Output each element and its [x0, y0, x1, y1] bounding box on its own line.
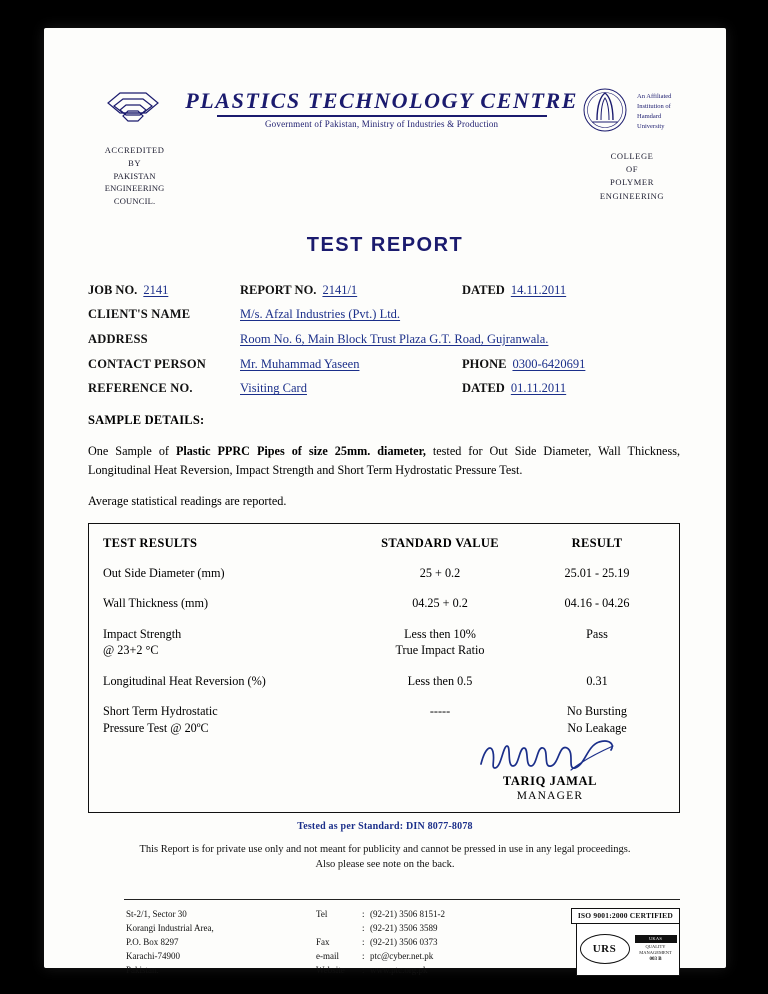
- reference-no-value: Visiting Card: [240, 381, 307, 396]
- row-test-name: Out Side Diameter (mm): [103, 565, 225, 580]
- document-body: [44, 28, 726, 975]
- row-result-value: 04.16 - 04.26: [564, 596, 630, 611]
- table-row: [103, 565, 665, 581]
- table-row: [103, 595, 665, 611]
- phone-value: 0300-6420691: [512, 356, 586, 371]
- affiliation-row: [578, 86, 686, 134]
- certification-logo-box: [576, 924, 680, 976]
- signatory-name: TARIQ JAMAL: [502, 773, 598, 788]
- contact-sep: :: [362, 937, 365, 948]
- row-standard-value: Less then 10%: [404, 626, 476, 641]
- row-standard-value: 04.25 + 0.2: [412, 596, 468, 611]
- address-label: ADDRESS: [88, 332, 148, 346]
- contact-key: Tel: [316, 909, 328, 920]
- sample-lead: One Sample of: [88, 443, 176, 458]
- college-text: [578, 150, 686, 203]
- accreditation-text: [84, 144, 185, 208]
- contact-person-label: CONTACT PERSON: [88, 356, 206, 371]
- average-note: Average statistical readings are reported.: [88, 493, 287, 508]
- contact-key: e-mail: [316, 951, 339, 961]
- meta-row-job: [88, 283, 686, 299]
- email-link[interactable]: ptc@cyber.net.pk: [370, 951, 434, 961]
- row-standard-value: 25 + 0.2: [419, 565, 461, 580]
- website-link[interactable]: www.ptc.org.pk: [370, 964, 428, 975]
- contact-value: (92-21) 3506 3589: [370, 923, 438, 934]
- dated-label-1: DATED: [462, 282, 505, 297]
- document-footer: [84, 900, 686, 978]
- row-test-name: Short Term Hydrostatic: [103, 704, 218, 719]
- address-line-4: Karachi-74900: [126, 951, 180, 961]
- affiliation-line-3: Hamdard University: [637, 113, 665, 131]
- contact-person-value: Mr. Muhammad Yaseen: [240, 356, 360, 371]
- row-test-name-2: Pressure Test @ 20ºC: [103, 720, 209, 735]
- page-title: TEST REPORT: [306, 233, 464, 256]
- row-test-name-2: @ 23+2 °C: [103, 643, 159, 658]
- accredited-line-1: ACCREDITED: [104, 145, 165, 155]
- row-test-name: Longitudinal Heat Reversion (%): [103, 673, 266, 688]
- dated-value-2: 01.11.2011: [510, 381, 567, 396]
- college-block: [578, 84, 686, 203]
- disclaimer-line-2: Also please see note on the back.: [315, 859, 455, 871]
- sample-bold: Plastic PPRC Pipes of size 25mm. diameter,: [175, 443, 426, 458]
- results-col-result: RESULT: [571, 535, 623, 550]
- contact-row: [316, 908, 546, 922]
- row-standard-value-2: True Impact Ratio: [395, 643, 485, 658]
- address-line-3: P.O. Box 8297: [126, 937, 179, 948]
- contact-key: Fax: [316, 937, 330, 948]
- signature-block: [445, 734, 655, 802]
- job-no-value: 2141: [143, 282, 169, 297]
- report-no-label: REPORT NO.: [240, 282, 317, 297]
- results-col-test: TEST RESULTS: [103, 535, 198, 550]
- sample-description: [84, 442, 686, 480]
- meta-row-client: [88, 307, 686, 323]
- address-line-1: St-2/1, Sector 30: [126, 909, 187, 920]
- contact-sep: :: [362, 909, 365, 920]
- hexagon-logo-icon: [106, 90, 164, 130]
- table-row: [103, 626, 665, 659]
- contact-row: [316, 922, 546, 936]
- accredited-line-2: BY: [128, 157, 142, 168]
- ukas-logo-icon: [635, 935, 677, 963]
- address-line-5: Pakistan.: [126, 964, 159, 975]
- affiliation-line-2: Institution of: [637, 103, 671, 111]
- ukas-top-text: UKAS: [635, 935, 677, 943]
- row-result-value: 25.01 - 25.19: [564, 565, 630, 580]
- org-subtitle: Government of Pakistan, Ministry of Industries & Production: [264, 118, 499, 129]
- document-page: [44, 28, 726, 975]
- dated-value-1: 14.11.2011: [510, 282, 567, 297]
- row-result-value-2: No Leakage: [567, 720, 627, 735]
- row-result-value: 0.31: [586, 673, 608, 688]
- row-test-name: Wall Thickness (mm): [103, 596, 209, 611]
- college-line-1: COLLEGE: [610, 151, 654, 161]
- footer-contacts: [316, 908, 546, 978]
- sample-rest: tested for Out Side Diameter, Wall Thickness, Longitudinal Heat Reversion, Impact Strength and Short Term Hydrostatic Pressure Test.: [88, 443, 680, 477]
- signature-icon: [475, 734, 625, 776]
- phone-label: PHONE: [462, 356, 507, 371]
- results-col-standard: STANDARD VALUE: [381, 535, 499, 550]
- results-header-row: [103, 536, 665, 551]
- test-results-table: [88, 523, 680, 813]
- report-no-value: 2141/1: [322, 282, 358, 297]
- contact-value: (92-21) 3506 8151-2: [370, 909, 445, 920]
- meta-row-contact: [88, 357, 686, 373]
- table-row: [103, 703, 665, 736]
- job-no-label: JOB NO.: [88, 282, 138, 297]
- urs-logo-icon: URS: [580, 934, 630, 964]
- row-standard-value: -----: [429, 704, 451, 719]
- row-test-name: Impact Strength: [103, 626, 182, 641]
- certification-marks: [546, 908, 680, 976]
- disclaimer: [84, 842, 686, 874]
- title-divider: [217, 115, 547, 117]
- table-row: [103, 673, 665, 689]
- meta-row-reference: [88, 381, 686, 397]
- address-value: Room No. 6, Main Block Trust Plaza G.T. Road, Gujranwala.: [240, 332, 549, 346]
- report-meta: [84, 283, 686, 397]
- row-standard-value: Less then 0.5: [407, 673, 473, 688]
- accredited-line-3: PAKISTAN ENGINEERING COUNCIL.: [104, 170, 165, 206]
- ukas-mid-text: QUALITY MANAGEMENT: [639, 944, 672, 956]
- contact-sep: :: [362, 964, 365, 975]
- contact-sep: :: [362, 923, 365, 934]
- university-seal-icon: [578, 86, 632, 134]
- document-header: [84, 84, 686, 208]
- contact-sep: :: [362, 951, 365, 961]
- iso-certification-banner: ISO 9001:2000 CERTIFIED: [571, 908, 680, 924]
- contact-row: [316, 936, 546, 950]
- contact-value: (92-21) 3506 0373: [370, 937, 438, 948]
- contact-key: Website: [316, 964, 345, 975]
- affiliation-line-1: An Affiliated: [637, 93, 672, 100]
- contact-row[interactable]: [316, 964, 546, 978]
- row-result-value: No Bursting: [567, 704, 627, 719]
- org-title: PLASTICS TECHNOLOGY CENTRE: [185, 88, 579, 113]
- client-name-label: CLIENT'S NAME: [88, 307, 191, 322]
- dated-label-2: DATED: [462, 381, 505, 396]
- standard-reference: Tested as per Standard: DIN 8077-8078: [297, 820, 473, 832]
- affiliation-text: [637, 86, 686, 132]
- meta-row-address: [88, 332, 686, 348]
- contact-row[interactable]: [316, 950, 546, 964]
- college-line-2: OF: [625, 164, 639, 175]
- org-identity: [185, 84, 578, 129]
- reference-no-label: REFERENCE NO.: [88, 381, 193, 396]
- sample-details-label: SAMPLE DETAILS:: [88, 412, 205, 427]
- client-name-value: M/s. Afzal Industries (Pvt.) Ltd.: [240, 307, 401, 322]
- disclaimer-line-1: This Report is for private use only and not meant for publicity and cannot be pressed in use in any legal proceedings.: [139, 843, 631, 855]
- accreditation-block: [84, 84, 185, 208]
- contact-key: [316, 922, 362, 936]
- row-result-value: Pass: [586, 626, 608, 641]
- footer-address: [126, 908, 316, 978]
- ukas-number: 003 B: [649, 956, 662, 962]
- college-line-3: POLYMER ENGINEERING: [599, 177, 665, 201]
- address-line-2: Korangi Industrial Area,: [126, 923, 214, 934]
- signatory-role: MANAGER: [516, 789, 584, 802]
